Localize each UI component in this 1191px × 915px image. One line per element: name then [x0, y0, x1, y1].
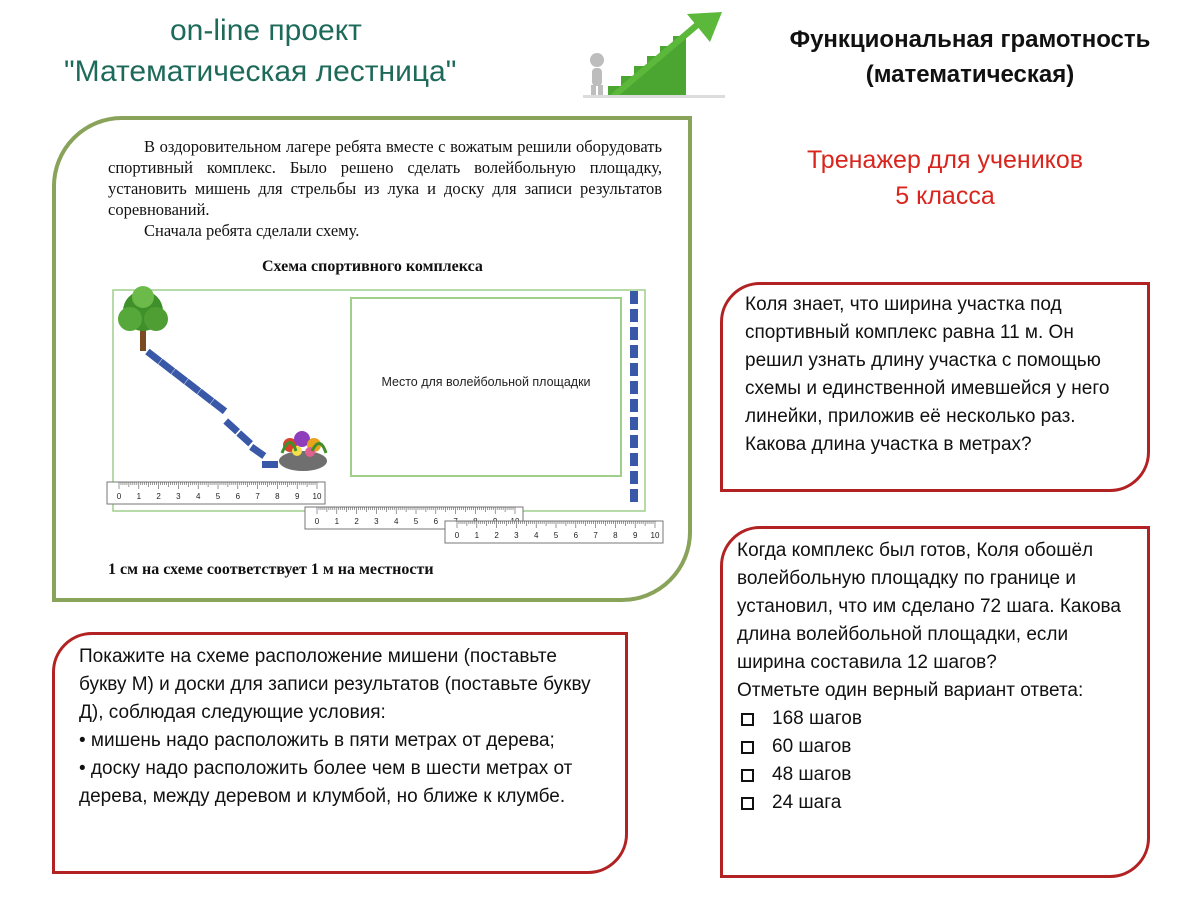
subject-line2: (математическая): [865, 61, 1075, 88]
answer-option-label: 168 шагов: [772, 708, 862, 729]
ruler-tick-label: 4: [393, 517, 399, 526]
ruler-tick-label: 6: [433, 517, 439, 526]
ruler-tick-label: 0: [116, 492, 122, 501]
ruler-tick-label: 1: [334, 517, 340, 526]
ruler-tick-label: 2: [354, 517, 359, 526]
question-right2-box: [720, 526, 1150, 878]
checkbox-icon[interactable]: [741, 741, 754, 754]
question-left-text: Покажите на схеме расположение мишени (поставьте букву М) и доски для записи результатов (поставьте букву Д), соблюдая следующие условия:: [79, 646, 591, 723]
ruler-tick-label: 8: [613, 531, 618, 540]
ruler-tick-label: 4: [195, 492, 201, 501]
ruler-tick-label: 2: [494, 531, 499, 540]
answer-options: [737, 705, 1137, 817]
ruler-tick-label: 3: [176, 492, 181, 501]
answer-option-label: 48 шагов: [772, 764, 852, 785]
ruler-tick-label: 0: [454, 531, 460, 540]
checkbox-icon[interactable]: [741, 713, 754, 726]
checkbox-icon[interactable]: [741, 769, 754, 782]
project-title-line1: on-line проект: [170, 14, 362, 47]
task-intro: [108, 136, 662, 241]
answer-option[interactable]: [737, 733, 1137, 761]
ruler-tick-label: 5: [553, 531, 559, 540]
trainer-line1: Тренажер для учеников: [806, 146, 1084, 174]
ruler-tick-label: 7: [255, 492, 260, 501]
question-right1-text: Коля знает, что ширина участка под спортивный комплекс равна 11 м. Он решил узнать длину участка с помощью схемы и единственной имевшейся у него линейки, приложив её несколько раз. Какова длина участка в метрах?: [745, 294, 1110, 455]
question-left-box: [52, 632, 628, 874]
answer-option[interactable]: [737, 789, 1137, 817]
staircase-logo-icon: [583, 12, 725, 98]
ruler-tick-label: 1: [474, 531, 480, 540]
ruler-tick-label: 10: [650, 531, 660, 540]
project-title-line2: "Математическая лестница": [64, 55, 457, 88]
ruler-tick-label: 5: [413, 517, 419, 526]
ruler-tick-label: 5: [215, 492, 221, 501]
trainer-title: [740, 142, 1150, 214]
intro-paragraph-1: В оздоровительном лагере ребята вместе с вожатым решили оборудовать спортивный комплекс. Было решено сделать волейбольную площадку, установить мишень для стрельбы из лука и доску для записи результатов соревнований.: [108, 137, 662, 219]
trainer-line2: 5 класса: [895, 182, 995, 210]
question-right2-text: Когда комплекс был готов, Коля обошёл волейбольную площадку по границе и установил, что им сделано 72 шага. Какова длина волейбольной площадки, если ширина составила 12 шагов?: [737, 540, 1121, 673]
answer-option[interactable]: [737, 705, 1137, 733]
question-left-bullet-2: • доску надо расположить более чем в шести метрах от дерева, между деревом и клумбой, но ближе к клумбе.: [79, 758, 573, 807]
ruler-tick-label: 4: [533, 531, 539, 540]
subject-title: [760, 22, 1180, 92]
ruler-tick-label: 6: [235, 492, 241, 501]
ruler-tick-label: 10: [312, 492, 322, 501]
ruler-tick-label: 8: [275, 492, 280, 501]
question-right2-prompt: Отметьте один верный вариант ответа:: [737, 680, 1084, 701]
ruler-tick-label: 3: [514, 531, 519, 540]
ruler-tick-label: 3: [374, 517, 379, 526]
ruler-tick-label: 9: [294, 492, 300, 501]
ruler-tick-label: 9: [632, 531, 638, 540]
subject-line1: Функциональная грамотность: [789, 26, 1151, 53]
answer-option[interactable]: [737, 761, 1137, 789]
answer-option-label: 24 шага: [772, 792, 842, 813]
sports-complex-diagram[interactable]: [100, 285, 665, 550]
court-label: Место для волейбольной площадки: [381, 375, 591, 389]
ruler-tick-label: 6: [573, 531, 579, 540]
scheme-title: Схема спортивного комплекса: [262, 258, 483, 275]
question-right1-box: [720, 282, 1150, 492]
intro-paragraph-2: Сначала ребята сделали схему.: [144, 221, 360, 240]
checkbox-icon[interactable]: [741, 797, 754, 810]
ruler-tick-label: 2: [156, 492, 161, 501]
answer-option-label: 60 шагов: [772, 736, 852, 757]
question-left-bullet-1: • мишень надо расположить в пяти метрах от дерева;: [79, 730, 555, 751]
ruler-tick-label: 0: [314, 517, 320, 526]
ruler-tick-label: 7: [593, 531, 598, 540]
ruler-tick-label: 1: [136, 492, 142, 501]
scale-note: 1 см на схеме соответствует 1 м на местности: [108, 561, 434, 578]
